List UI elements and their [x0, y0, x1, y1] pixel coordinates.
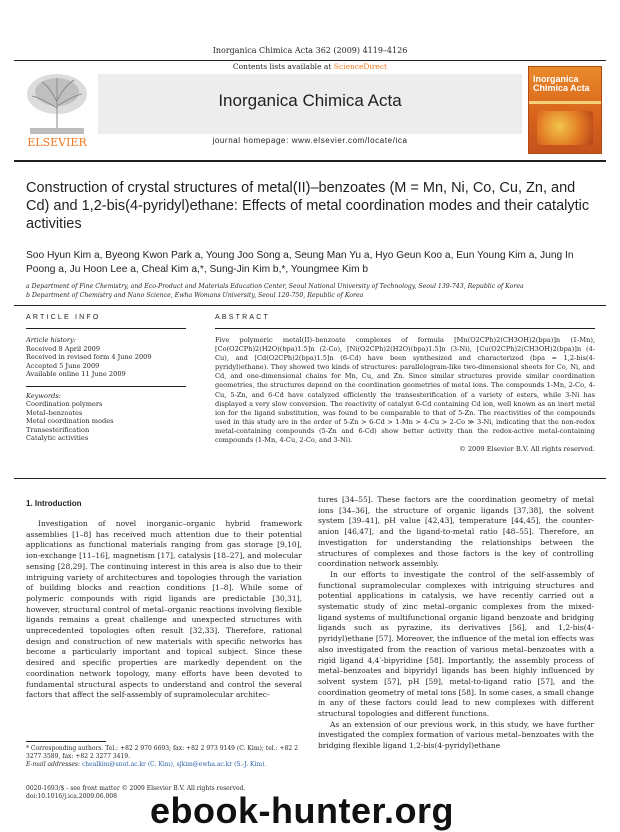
- sciencedirect-link[interactable]: ScienceDirect: [333, 62, 388, 71]
- keyword: Metal coordination modes: [26, 417, 114, 425]
- keyword: Metal–benzoates: [26, 408, 83, 417]
- doi-link[interactable]: doi:10.1016/j.ica.2009.06.008: [26, 793, 117, 800]
- journal-title: Inorganica Chimica Acta: [218, 91, 402, 110]
- cover-stripe: [529, 101, 601, 104]
- paragraph: tures [34–55]. These factors are the coordination geometry of metal ions [34–36], the structure of organic ligands [37,38], the solvent system [39–41], pH value [42,43], temperature [44,45], the counter-anion [46,47], and the ligand-to-metal ratio [48–55]. Therefore, an investigation for understanding the relationships between the structures of complexes and those factors is the key of controlling coordination network assembly.: [318, 495, 594, 569]
- elsevier-tree-logo-icon: [22, 68, 92, 150]
- affiliation-a: a Department of Fine Chemistry, and Eco-Product and Materials Education Center, Seoul National University of Technology, Seoul 139-743, Republic of Korea: [26, 283, 524, 290]
- cover-title: Inorganica Chimica Acta: [533, 74, 590, 93]
- abstract-bottom-rule: [14, 478, 606, 479]
- article-info-rule: [26, 328, 186, 329]
- contents-line: [98, 62, 522, 71]
- history-accepted: Accepted 5 June 2009: [26, 361, 100, 370]
- history-online: Available online 11 June 2009: [26, 370, 126, 378]
- homepage-link[interactable]: www.elsevier.com/locate/ica: [291, 136, 408, 145]
- journal-title-box: [98, 62, 522, 134]
- watermark-text: ebook-hunter.org: [150, 790, 454, 831]
- paragraph: In our efforts to investigate the control of the self-assembly of functional supramolecular complexes with intriguing structures and potential applications in catalysis, we have recently carried out a systematic study of zinc metal–organic complexes from the mixed-ligand systems of multifunctional organic ligand benzoate and bridging ligands such as pyrazine, its derivatives [56], and 1,2-bis(4-pyridyl)ethane [57]. Moreover, the influence of the metal ion effects was also investigated from the reaction of various metal–benzoates with a rigid ligand 4,4′-bipyridine [58]. Importantly, the assembly process of metal–benzoates and bipyridyl ligands has been highly influenced by solvent system [57], pH [59], metal-to-ligand ratio [57], and the coordination geometry of metal ions [58]. In some cases, a small change in any of these factors could lead to new complexes with different structural topologies and different functions.: [318, 569, 594, 719]
- article-info: [26, 336, 186, 443]
- contents-prefix: Contents lists available at: [232, 62, 334, 71]
- running-head: Inorganica Chimica Acta 362 (2009) 4119–4126: [212, 46, 408, 55]
- homepage-prefix: journal homepage:: [212, 136, 292, 145]
- top-rule: [14, 60, 606, 61]
- abstract-text: Five polymeric metal(II)–benzoate complexes of formula [Mn(O2CPh)2(CH3OH)2(bpa)]n (1-Mn), [Co(O2CPh)2(H2O)(bpa)1.5]n (2-Co), [Ni(O2CPh)2(H2O)(bpa)1.5]n (3-Ni), [Cu(O2CPh)2(CH3OH)2(bpa)]n (4-Cu), and [Cd(O2CPh)2(bpa)1.5]n (6-Cd) have been synthesized and characterized (bpa = 1,2-bis(4-pyridyl)ethane). They showed two kinds of structures: parallelogram-like two-dimensional sheets for Co, Ni, and Cd, and one-dimensional chains for Mn, Cu, and Zn. Since similar structures provide similar coordination geometries, the structures depend on the coordination geometries of metal ions. The compounds 1-Mn, 2-Co, 4-Cu, 5-Zn, and 6-Cd have catalyzed efficiently the transesterification of a variety of esters, while 3-Ni has displayed a very slow conversion. The reactivity of catalyst 6-Cd containing Cd ion, well known as an inert metal ion for the ligand substitution, was found to be comparable to that of 5-Zn. The reactivities of the compounds used in this study are in the order of 5-Zn > 6-Cd > 1-Mn > 4-Cu > 2-Co ≫ 3-Ni, indicating that the non-redox metal-containing compounds (5-Zn and 6-Cd) show better activity than the redox-active metal-containing compounds (1-Mn, 4-Cu, 2-Co, and 3-Ni).: [215, 336, 595, 445]
- abstract-heading: ABSTRACT: [215, 314, 270, 321]
- history-revised: Received in revised form 4 June 2009: [26, 353, 152, 361]
- body-column-left: [26, 519, 302, 701]
- header-rule: [14, 160, 606, 162]
- abstract-body: [215, 336, 595, 454]
- footnote-rule: [26, 741, 106, 742]
- footnotes: [26, 745, 302, 769]
- article-title: Construction of crystal structures of metal(II)–benzoates (M = Mn, Ni, Co, Cu, Zn, and Cd) and 1,2-bis(4-pyridyl)ethane: Effects of metal coordination modes and their catalytic activities: [26, 180, 590, 232]
- section-heading-introduction: 1. Introduction: [26, 499, 82, 508]
- abstract-rule: [215, 328, 595, 329]
- journal-banner: [14, 62, 606, 157]
- history-label: Article history:: [26, 336, 76, 344]
- issn-line: 0020-1693/$ - see front matter © 2009 Elsevier B.V. All rights reserved.: [26, 785, 246, 792]
- copyright-notice: © 2009 Elsevier B.V. All rights reserved.: [459, 445, 595, 454]
- paragraph: Investigation of novel inorganic–organic hybrid framework assemblies [1–8] has received much attention due to their potential applications as functional materials ranging from gas storage [9,10], ion-exchange [11–16], magnetism [17], catalysis [18–27], and molecular sensing [28,29]. The continuing interest in this area is also due to their intriguing variety of architectures and topologies through the variation of building blocks and reaction conditions [1–8]. While some of polymeric compounds with rigid ligands are predictable [30,31], however, structural control of metal–organic reactions involving flexible ligands remains a great challenge and unexpected structures with unprecedented topologies often result [32,33]. Therefore, rational design and construction of new materials with specific networks has become a particularly important and topical subject. Since these desired and specific properties are markedly dependent on the coordination network topology, many efforts have been devoted to fundamental structural aspects to understand and control the several factors that affect the self-assembly of supramolecular architec-: [26, 519, 302, 700]
- cover-image: [537, 111, 593, 145]
- history-received: Received 8 April 2009: [26, 344, 101, 353]
- body-column-right: [318, 495, 594, 752]
- email-addresses[interactable]: chealkim@snut.ac.kr (C. Kim), sjkim@ewha.ac.kr (S.-J. Kim).: [81, 761, 267, 768]
- affiliation-rule: [14, 305, 606, 306]
- journal-cover-thumbnail: [528, 66, 602, 154]
- keywords-label: Keywords:: [26, 391, 61, 400]
- article-info-heading: ARTICLE INFO: [26, 314, 101, 321]
- publisher-logo-text: ELSEVIER: [27, 136, 87, 149]
- keyword: Coordination polymers: [26, 400, 103, 408]
- keywords-rule: [26, 386, 186, 387]
- email-label: E-mail addresses:: [26, 761, 82, 768]
- keyword: Catalytic activities: [26, 434, 89, 442]
- journal-homepage: [98, 136, 522, 145]
- corresponding-author-note: * Corresponding authors. Tel.: +82 2 970 6693; fax: +82 2 973 9149 (C. Kim); tel.: +82 2 3277 3589, fax: +82 2 3277 3419.: [26, 745, 298, 760]
- author-list: Soo Hyun Kim a, Byeong Kwon Park a, Young Joo Song a, Seung Man Yu a, Hyo Geun Koo a, Eun Young Kim a, Jung In Poong a, Ju Hoon Lee a, Cheal Kim a,*, Sung-Jin Kim b,*, Youngmee Kim b: [26, 250, 574, 275]
- affiliation-b: b Department of Chemistry and Nano Science, Ewha Womans University, Seoul 120-750, Republic of Korea: [26, 292, 364, 299]
- paragraph: As an extension of our previous work, in this study, we have further investigated the complex formation of various metal–benzoates with the bridging flexible ligand 1,2-bis(4-pyridyl)ethane: [318, 719, 594, 751]
- keyword: Transesterification: [26, 425, 90, 434]
